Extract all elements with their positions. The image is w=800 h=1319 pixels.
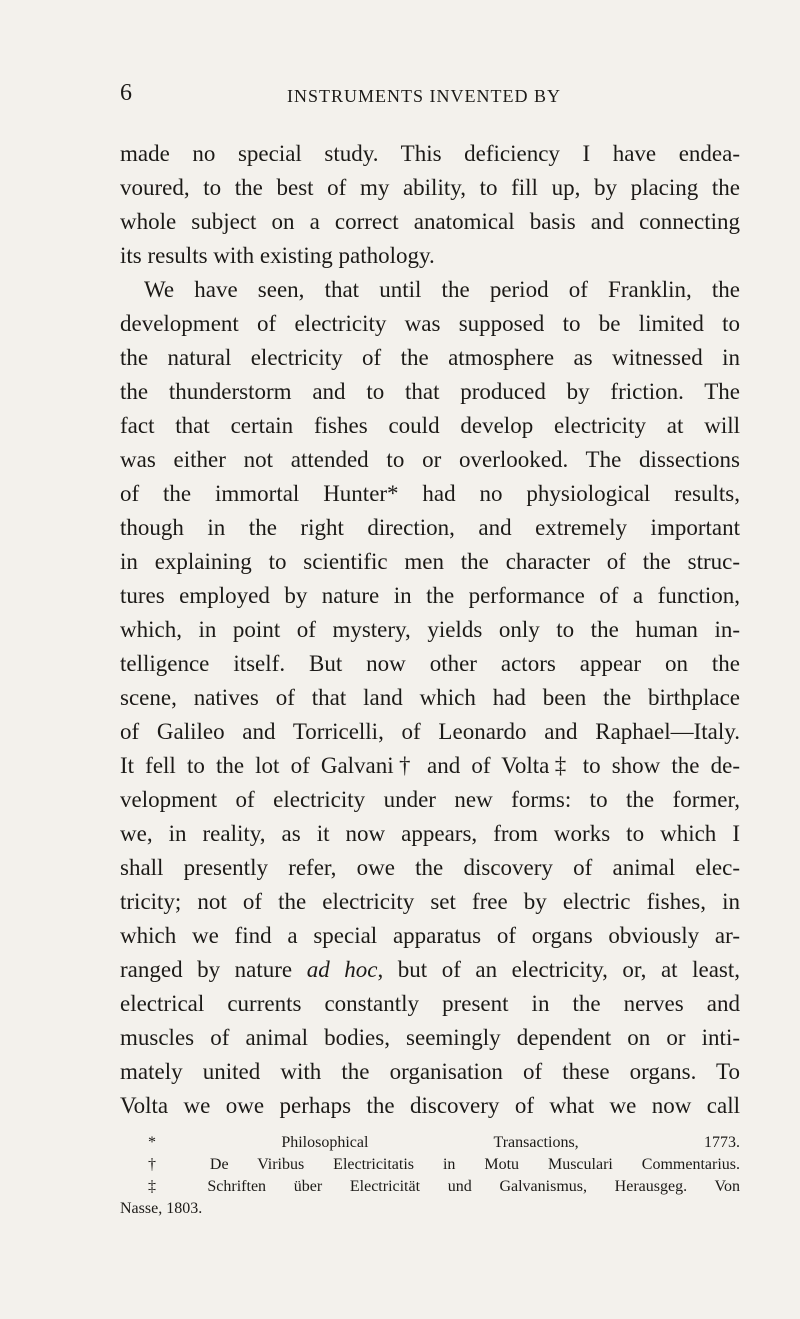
text-line: which, in point of mystery, yields only to the human in- [120, 617, 740, 642]
text-segment: ranged by nature [120, 957, 293, 982]
page-header [120, 80, 720, 110]
text-line: Volta we owe perhaps the discovery of what we now call [120, 1093, 740, 1118]
text-line: its results with existing pathology. [120, 243, 435, 268]
text-line: fact that certain fishes could develop electricity at will [120, 413, 740, 438]
text-line: shall presently refer, owe the discovery of animal elec- [120, 855, 740, 880]
text-line: scene, natives of that land which had been the birthplace [120, 685, 740, 710]
text-line: of Galileo and Torricelli, of Leonardo and Raphael—Italy. [120, 719, 740, 744]
running-head: INSTRUMENTS INVENTED BY [287, 86, 561, 106]
text-line: which we find a special apparatus of organs obviously ar- [120, 923, 740, 948]
text-line: made no special study. This deficiency I have endea- [120, 141, 740, 166]
text-line: the thunderstorm and to that produced by friction. The [120, 379, 740, 404]
text-line: telligence itself. But now other actors appear on the [120, 651, 740, 676]
body-text [120, 137, 740, 1123]
text-line: the natural electricity of the atmosphere as witnessed in [120, 345, 740, 370]
footnote: ‡ Schriften über Electricität und Galvanismus, Herausgeg. Von [148, 1178, 740, 1195]
page-number: 6 [120, 80, 132, 106]
text-line: development of electricity was supposed to be limited to [120, 311, 740, 336]
text-line: It fell to the lot of Galvani† and of Volta‡ to show the de- [120, 753, 740, 778]
text-line: though in the right direction, and extremely important [120, 515, 740, 540]
text-line: in explaining to scientific men the character of the struc- [120, 549, 740, 574]
footnote: * Philosophical Transactions, 1773. [148, 1134, 740, 1151]
text-segment: , but of an electricity, or, at least, [377, 957, 740, 982]
text-line: velopment of electricity under new forms: to the former, [120, 787, 740, 812]
footnote: † De Viribus Electricitatis in Motu Musculari Commentarius. [148, 1156, 740, 1173]
text-line: we, in reality, as it now appears, from works to which I [120, 821, 740, 846]
text-line: was either not attended to or overlooked. The dissections [120, 447, 740, 472]
text-line: tures employed by nature in the performance of a function, [120, 583, 740, 608]
text-line [120, 953, 740, 987]
text-line: electrical currents constantly present in the nerves and [120, 991, 740, 1016]
text-line: whole subject on a correct anatomical basis and connecting [120, 209, 740, 234]
italic-phrase: ad hoc [306, 957, 378, 982]
footnote: Nasse, 1803. [120, 1200, 203, 1217]
text-line: muscles of animal bodies, seemingly dependent on or inti- [120, 1025, 740, 1050]
text-line: mately united with the organisation of these organs. To [120, 1059, 740, 1084]
footnotes [120, 1132, 740, 1220]
text-line: tricity; not of the electricity set free by electric fishes, in [120, 889, 740, 914]
text-line: We have seen, that until the period of Franklin, the [144, 277, 740, 302]
text-line: of the immortal Hunter* had no physiological results, [120, 481, 740, 506]
text-line: voured, to the best of my ability, to fill up, by placing the [120, 175, 740, 200]
